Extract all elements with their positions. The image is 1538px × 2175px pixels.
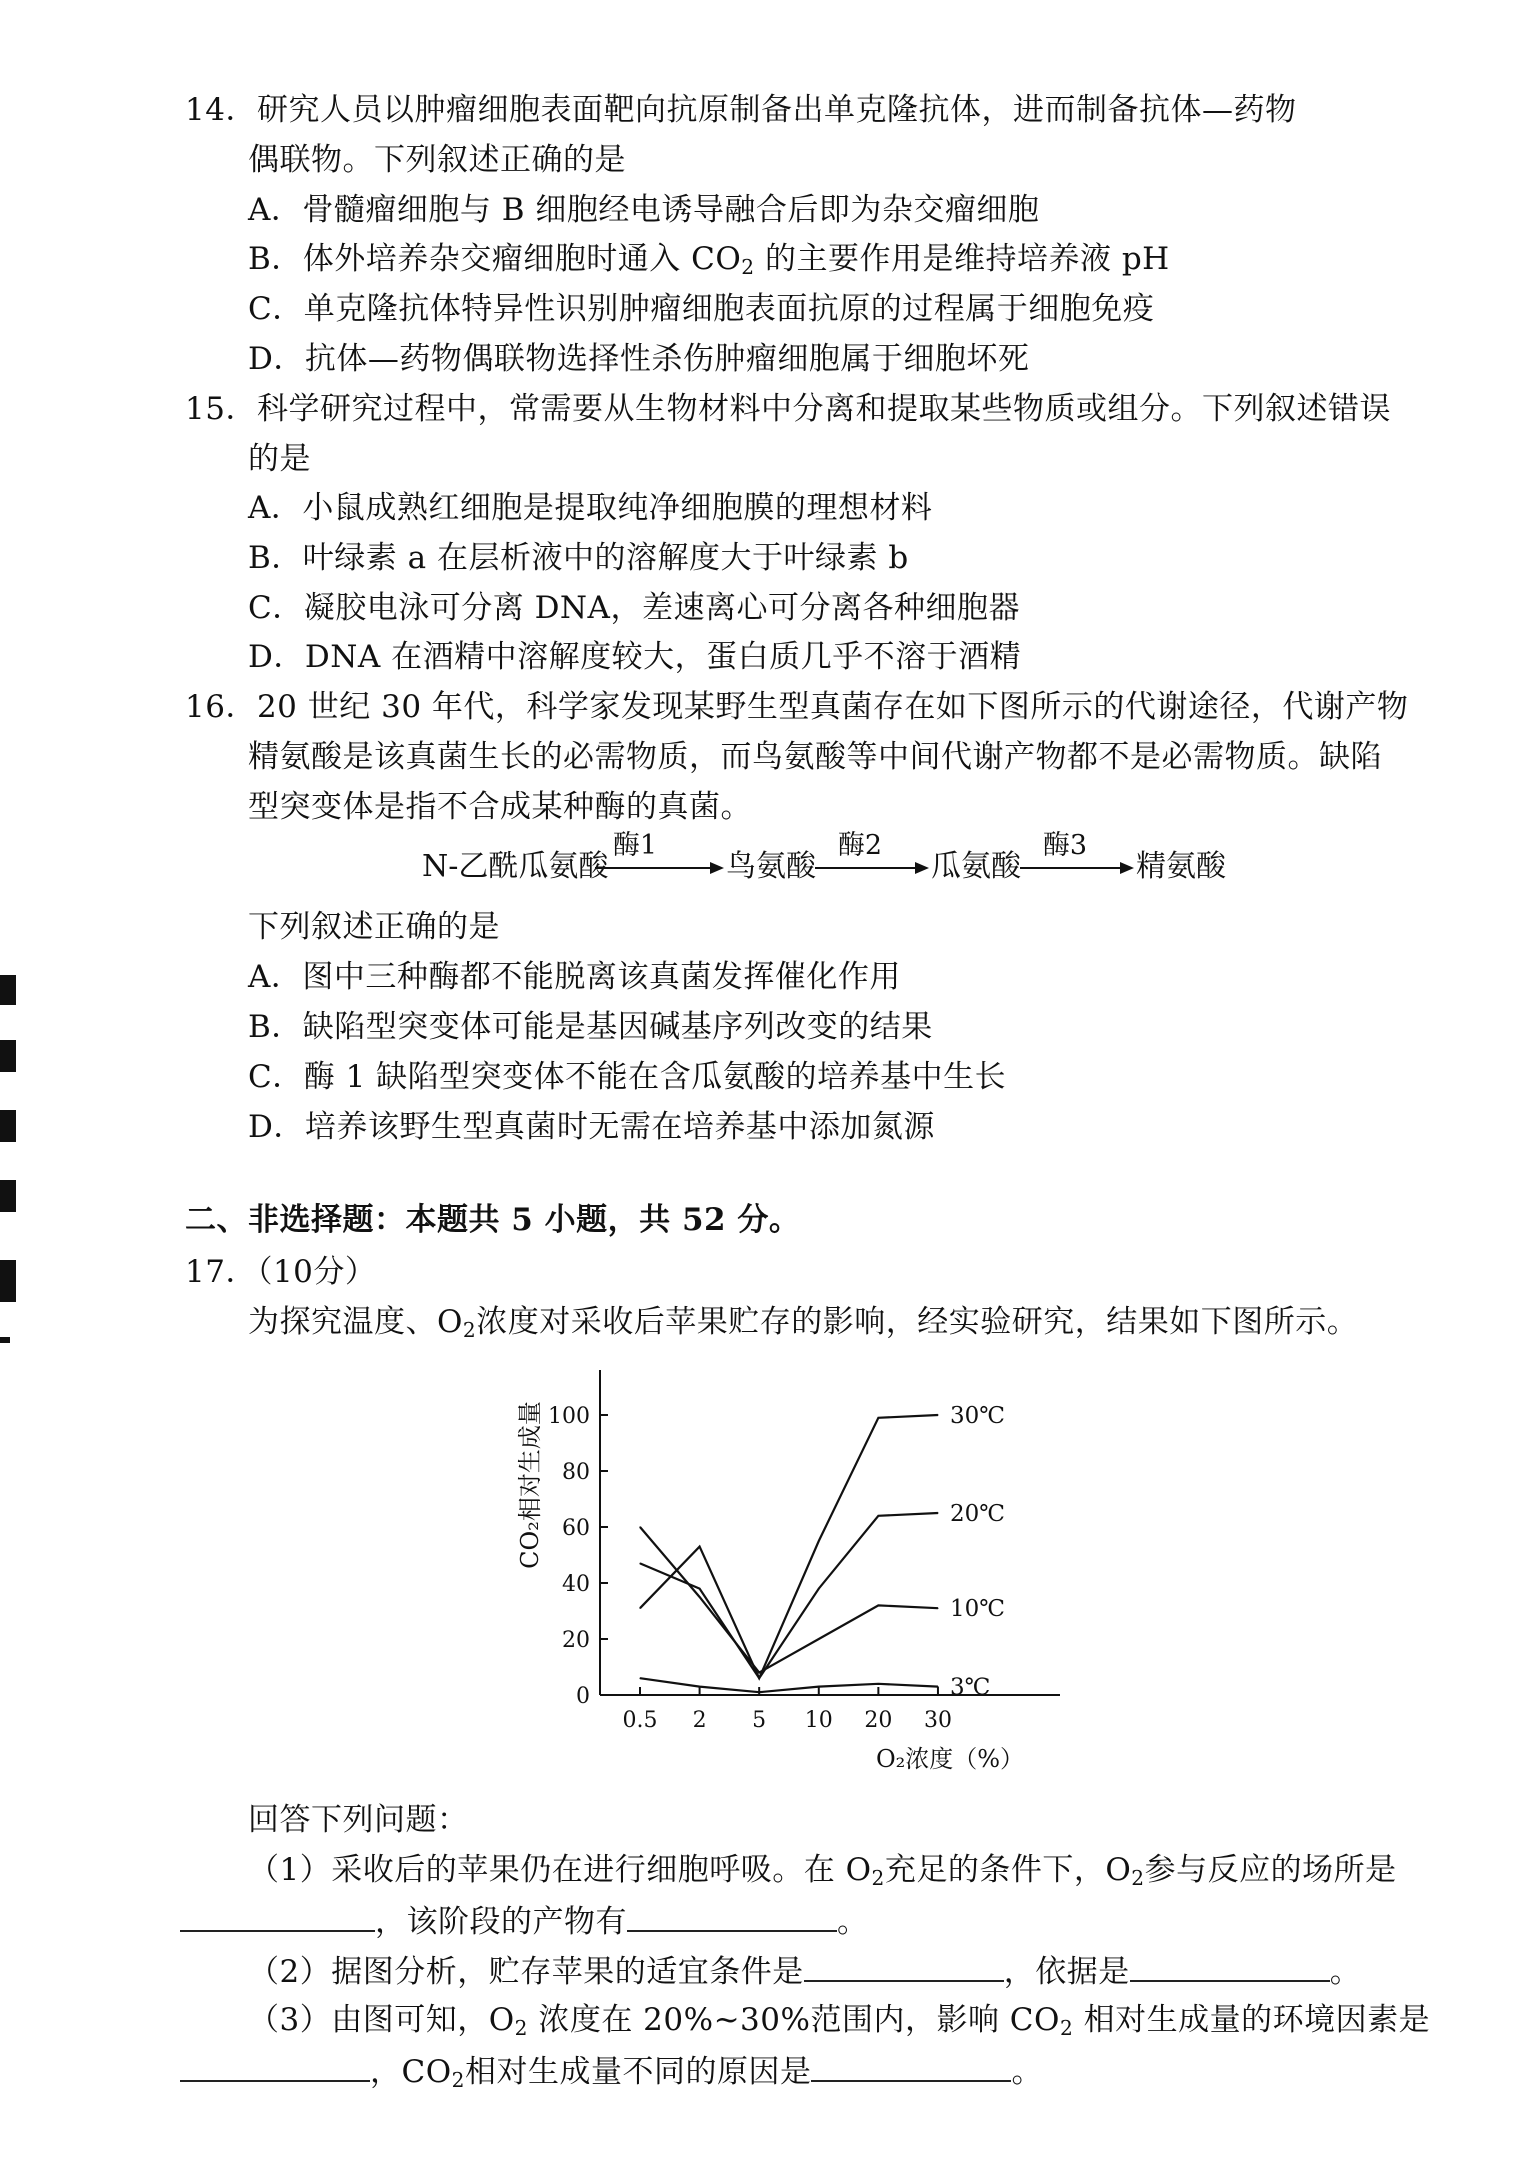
metabolic-pathway-diagram [410, 828, 1290, 888]
q16-stem-line2: 精氨酸是该真菌生长的必需物质，而鸟氨酸等中间代谢产物都不是必需物质。缺陷 [248, 739, 1382, 775]
q16-stem-line1: 16．20 世纪 30 年代，科学家发现某野生型真菌存在如下图所示的代谢途径，代谢产物 [185, 689, 1409, 725]
data-point [878, 1605, 879, 1606]
data-point [699, 1686, 700, 1687]
q16-option-b: B．缺陷型突变体可能是基因碱基序列改变的结果 [248, 1009, 933, 1045]
q16-option-a: A．图中三种酶都不能脱离该真菌发挥催化作用 [248, 959, 901, 995]
section-heading: 二、非选择题：本题共 5 小题，共 52 分。 [185, 1202, 801, 1238]
data-point [759, 1678, 760, 1679]
q14-stem-line1: 14．研究人员以肿瘤细胞表面靶向抗原制备出单克隆抗体，进而制备抗体—药物 [185, 92, 1297, 128]
q17-part3-line2: ，$CO_2$相对生成量不同的原因是 。 [180, 2050, 1043, 2092]
answer-blank-6[interactable] [811, 2050, 1011, 2082]
y-axis-label: CO₂相对生成量 [516, 1401, 544, 1569]
margin-mark [0, 1180, 16, 1212]
data-point [937, 1512, 938, 1513]
data-point [818, 1540, 819, 1541]
q17-answer-prompt: 回答下列问题： [248, 1802, 469, 1838]
answer-blank-2[interactable] [627, 1900, 837, 1932]
co2-chart [500, 1350, 1140, 1780]
x-tick-label: 5 [752, 1708, 767, 1733]
y-tick-label: 20 [562, 1628, 590, 1653]
q15-option-a: A．小鼠成熟红细胞是提取纯净细胞膜的理想材料 [248, 490, 933, 526]
answer-blank-5[interactable] [180, 2050, 370, 2082]
y-tick-label: 0 [576, 1684, 590, 1709]
series-label: 20℃ [949, 1501, 1005, 1527]
enzyme-1-label: 酶1 [612, 830, 658, 861]
series-label: 10℃ [949, 1596, 1005, 1623]
data-point [937, 1608, 938, 1609]
answer-blank-3[interactable] [804, 1950, 1004, 1982]
arrow-2-head [915, 862, 929, 874]
data-point [818, 1588, 819, 1589]
data-point [759, 1692, 760, 1693]
q14-option-b: B．体外培养杂交瘤细胞时通入 $CO_2$ 的主要作用是维持培养液 pH [248, 241, 1170, 280]
chart-series [639, 1414, 938, 1692]
data-point [699, 1596, 700, 1597]
data-point [699, 1588, 700, 1589]
data-point [639, 1526, 640, 1527]
data-point [878, 1683, 879, 1684]
q15-stem-line1: 15．科学研究过程中，常需要从生物材料中分离和提取某些物质或组分。下列叙述错误 [185, 391, 1391, 427]
x-tick-label: 30 [923, 1708, 952, 1733]
q17-part1-line1: （1）采收后的苹果仍在进行细胞呼吸。在 $O_2$充足的条件下，$O_2$参与反应的场所是 [248, 1852, 1397, 1891]
data-point [759, 1672, 760, 1673]
substance-citrulline: 瓜氨酸 [931, 849, 1021, 884]
x-tick-label: 2 [692, 1708, 707, 1733]
data-point [878, 1515, 879, 1516]
q15-option-c: C．凝胶电泳可分离 DNA，差速离心可分离各种细胞器 [248, 590, 1020, 626]
substance-ornithine: 鸟氨酸 [726, 849, 816, 884]
q15-option-b: B．叶绿素 a 在层析液中的溶解度大于叶绿素 b [248, 540, 909, 576]
margin-mark [0, 975, 16, 1005]
q17-part1-line2: ，该阶段的产物有 。 [180, 1900, 869, 1942]
y-tick-label: 100 [548, 1404, 590, 1429]
substance-n-acetylcitrulline: N-乙酰瓜氨酸 [422, 849, 609, 884]
q17-intro: 为探究温度、$O_2$浓度对采收后苹果贮存的影响，经实验研究，结果如下图所示。 [248, 1304, 1359, 1343]
substance-arginine: 精氨酸 [1136, 849, 1226, 884]
q15-stem-line2: 的是 [248, 441, 311, 477]
enzyme-3-label: 酶3 [1042, 830, 1088, 861]
data-point [937, 1414, 938, 1415]
data-point [639, 1563, 640, 1564]
x-tick-label: 20 [864, 1708, 893, 1733]
series-line-3 [640, 1678, 938, 1692]
q16-option-d: D．培养该野生型真菌时无需在培养基中添加氮源 [248, 1109, 935, 1145]
x-tick-label: 0.5 [622, 1708, 658, 1733]
q15-option-d: D．DNA 在酒精中溶解度较大，蛋白质几乎不溶于酒精 [248, 639, 1022, 675]
q14-stem-line2: 偶联物。下列叙述正确的是 [248, 142, 626, 178]
answer-blank-4[interactable] [1130, 1950, 1330, 1982]
series-line-0 [640, 1415, 938, 1678]
q16-prompt: 下列叙述正确的是 [248, 909, 500, 945]
series-line-1 [640, 1513, 938, 1678]
x-tick-label: 10 [804, 1708, 833, 1733]
data-point [937, 1686, 938, 1687]
q14-option-d: D．抗体—药物偶联物选择性杀伤肿瘤细胞属于细胞坏死 [248, 341, 1030, 377]
series-line-2 [640, 1527, 938, 1673]
q14-option-c: C．单克隆抗体特异性识别肿瘤细胞表面抗原的过程属于细胞免疫 [248, 291, 1155, 327]
y-tick-label: 40 [562, 1572, 590, 1597]
margin-mark [0, 1040, 16, 1072]
margin-mark [0, 1110, 16, 1142]
q17-part2: （2）据图分析，贮存苹果的适宜条件是 ，依据是 。 [248, 1950, 1361, 1992]
answer-blank-1[interactable] [180, 1900, 375, 1932]
q17-header: 17．（10分） [185, 1254, 377, 1290]
data-point [818, 1638, 819, 1639]
margin-mark [0, 1260, 16, 1302]
data-point [699, 1546, 700, 1547]
arrow-1-head [710, 862, 724, 874]
data-point [878, 1417, 879, 1418]
series-label: 30℃ [949, 1403, 1005, 1429]
q17-part3-line1: （3）由图可知，$O_2$ 浓度在 20%~30%范围内，影响 $CO_2$ 相对生成量的环境因素是 [248, 2002, 1431, 2041]
x-axis-label: O₂浓度（%） [875, 1745, 1025, 1773]
q16-stem-line3: 型突变体是指不合成某种酶的真菌。 [248, 789, 752, 825]
q14-option-a: A．骨髓瘤细胞与 B 细胞经电诱导融合后即为杂交瘤细胞 [248, 192, 1040, 228]
series-label: 3℃ [949, 1674, 991, 1701]
data-point [639, 1678, 640, 1679]
arrow-3-head [1120, 862, 1134, 874]
data-point [818, 1686, 819, 1687]
y-tick-label: 60 [562, 1516, 590, 1541]
enzyme-2-label: 酶2 [837, 830, 883, 861]
q16-option-c: C．酶 1 缺陷型突变体不能在含瓜氨酸的培养基中生长 [248, 1059, 1007, 1095]
y-tick-label: 80 [562, 1460, 590, 1485]
margin-mark [0, 1337, 10, 1343]
data-point [639, 1608, 640, 1609]
